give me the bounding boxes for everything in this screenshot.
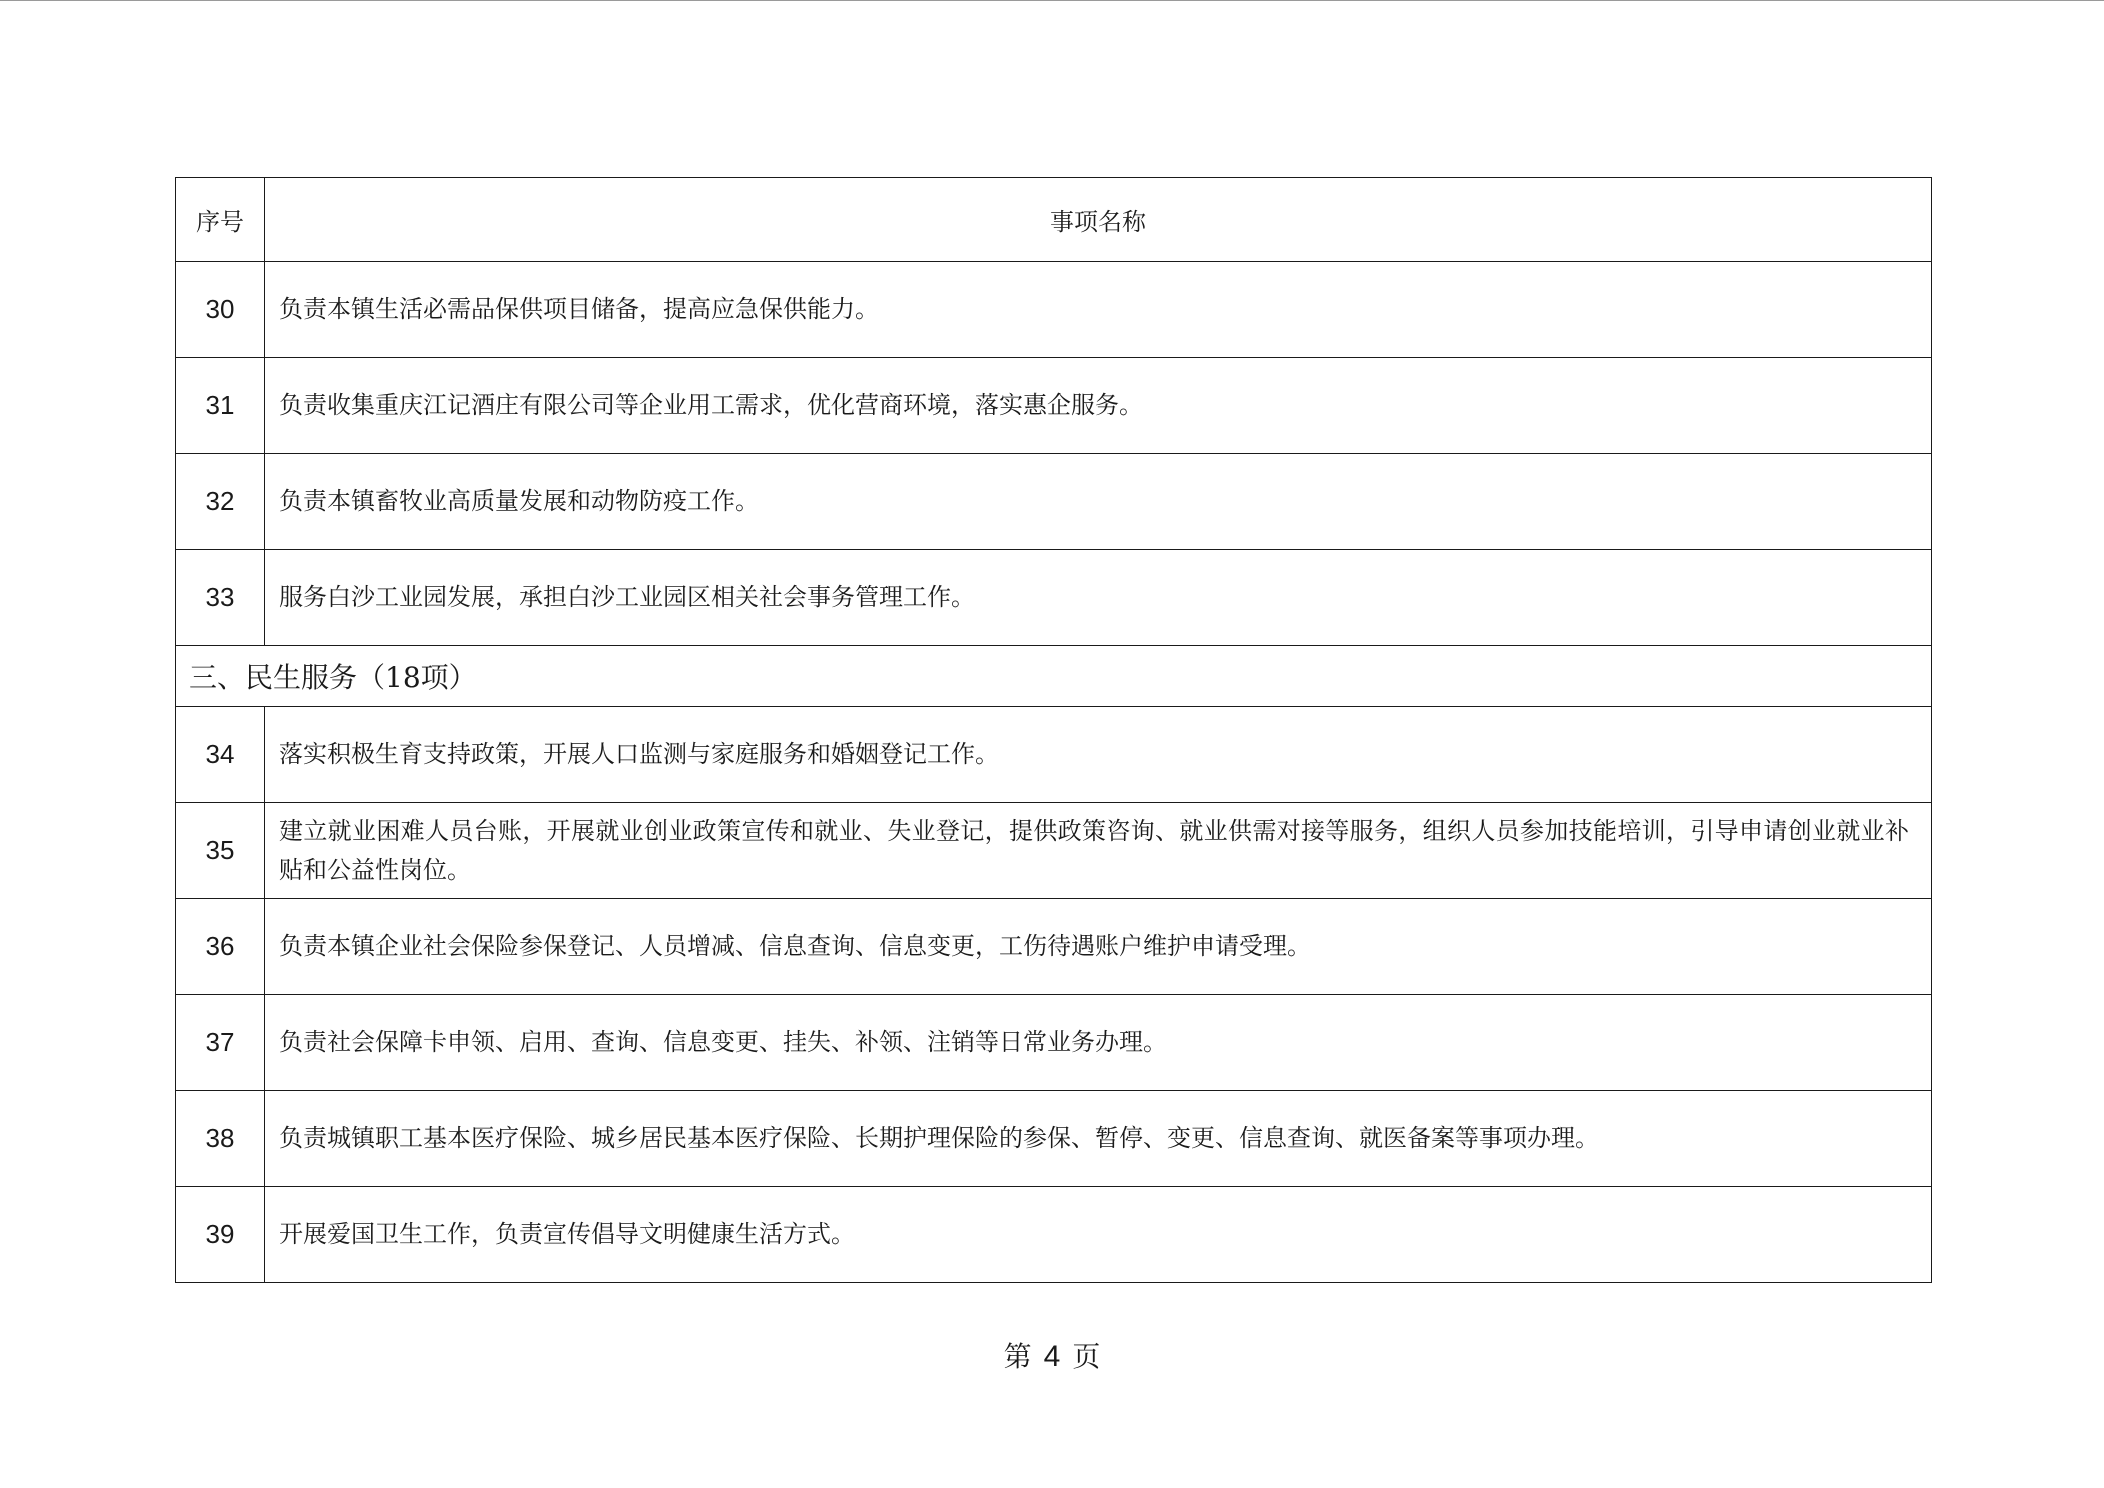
table-row (176, 550, 1932, 646)
row-number: 35 (176, 803, 265, 899)
table-row (176, 707, 1932, 803)
header-serial-number: 序号 (176, 178, 265, 262)
matters-table (175, 177, 1932, 1283)
table-row (176, 995, 1932, 1091)
row-number: 34 (176, 707, 265, 803)
row-matter-name: 负责社会保障卡申领、启用、查询、信息变更、挂失、补领、注销等日常业务办理。 (265, 995, 1932, 1091)
table-row (176, 1091, 1932, 1187)
row-matter-name: 负责城镇职工基本医疗保险、城乡居民基本医疗保险、长期护理保险的参保、暂停、变更、信息查询、就医备案等事项办理。 (265, 1091, 1932, 1187)
row-matter-name: 负责本镇企业社会保险参保登记、人员增减、信息查询、信息变更，工伤待遇账户维护申请受理。 (265, 899, 1932, 995)
row-number: 39 (176, 1187, 265, 1283)
table-row (176, 358, 1932, 454)
page-number: 4 (1043, 1340, 1061, 1373)
table-row (176, 803, 1932, 899)
page-suffix: 页 (1072, 1340, 1101, 1373)
row-matter-name: 负责收集重庆江记酒庄有限公司等企业用工需求，优化营商环境，落实惠企服务。 (265, 358, 1932, 454)
table-row (176, 262, 1932, 358)
row-matter-name: 落实积极生育支持政策，开展人口监测与家庭服务和婚姻登记工作。 (265, 707, 1932, 803)
row-matter-name: 负责本镇生活必需品保供项目储备，提高应急保供能力。 (265, 262, 1932, 358)
table-header-row (176, 178, 1932, 262)
page-top-border (0, 0, 2104, 1)
header-matter-name: 事项名称 (265, 178, 1932, 262)
row-number: 31 (176, 358, 265, 454)
row-matter-name: 负责本镇畜牧业高质量发展和动物防疫工作。 (265, 454, 1932, 550)
table-row (176, 454, 1932, 550)
row-matter-name: 服务白沙工业园发展，承担白沙工业园区相关社会事务管理工作。 (265, 550, 1932, 646)
page-prefix: 第 (1003, 1340, 1032, 1373)
table-row (176, 899, 1932, 995)
section-header-row (176, 646, 1932, 707)
row-number: 33 (176, 550, 265, 646)
section-title: 三、民生服务（18项） (176, 646, 1932, 707)
table-row (176, 1187, 1932, 1283)
page-number-footer (0, 1335, 2104, 1375)
row-number: 38 (176, 1091, 265, 1187)
row-number: 30 (176, 262, 265, 358)
row-matter-name: 开展爱国卫生工作，负责宣传倡导文明健康生活方式。 (265, 1187, 1932, 1283)
row-number: 37 (176, 995, 265, 1091)
row-number: 32 (176, 454, 265, 550)
row-number: 36 (176, 899, 265, 995)
row-matter-name: 建立就业困难人员台账，开展就业创业政策宣传和就业、失业登记，提供政策咨询、就业供需对接等服务，组织人员参加技能培训，引导申请创业就业补贴和公益性岗位。 (265, 803, 1932, 899)
